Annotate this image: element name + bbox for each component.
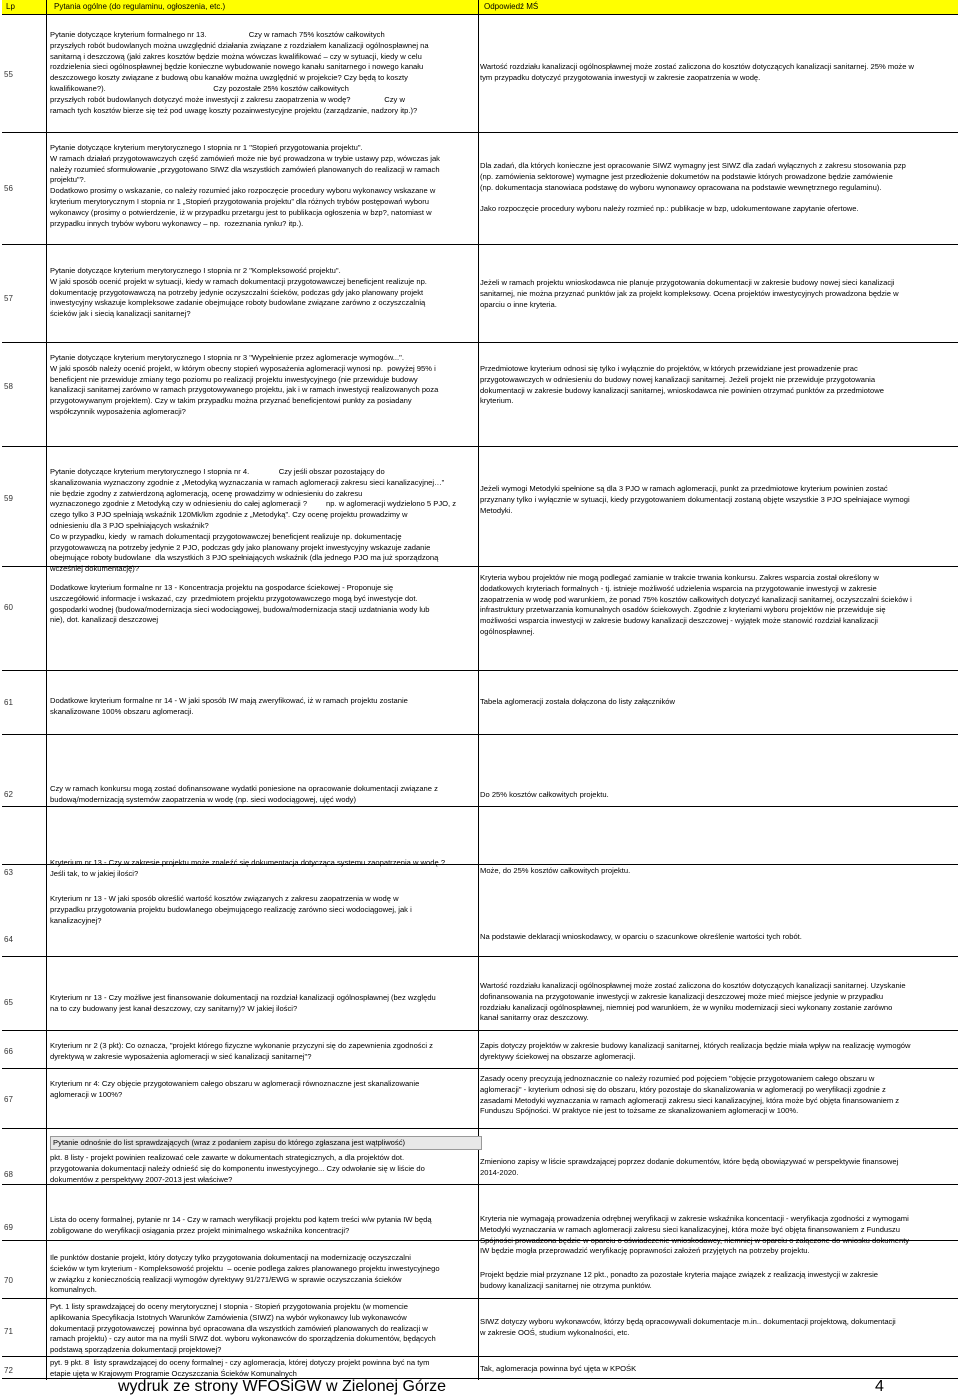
answer-text: Do 25% kosztów całkowitych projektu. [480, 790, 609, 799]
answer-text: Jeżeli w ramach projektu wnioskodawca nie planuje przygotowania dokumentacji w zakresie budowy nowej sieci kanalizacji sanitarnej, nie można przyznać punktów jak za projekt kompleksowy. Ocena projektów inwestycyjnych prowadzona będzie w oparciu o inne kryteria. [480, 278, 899, 309]
answer-text: Wartość rozdziału kanalizacji ogólnospławnej może zostać zaliczona do kosztów dotyczących kanalizacji sanitarnej. Uzyskanie dofinansowania na przygotowanie inwestycji w zakresie kanalizacji deszczowej może mieć miejsce jedynie w przypadku rozdziału kanalizacji ogólnospławnej, niemniej pod warunkiem, że w wyniku modernizacji sieci wykonany zostanie zarówno kanał sanitarny oraz deszczowy. [480, 981, 906, 1023]
question-text: Czy w ramach konkursu mogą zostać dofinansowane wydatki poniesione na opracowanie dokumentacji związane z budową/modernizacją systemów zaopatrzenia w wodę (np. sieci wodociągowej, ujęć wody) [50, 784, 438, 804]
answer-text: Jeżeli wymogi Metodyki spełnione są dla 3 PJO w ramach aglomeracji, punkt za przedmiotowe kryterium powinien zostać przyznany tylko i wyłącznie w sytuacji, kiedy przygotowaniem dokumentacji zostaną objęte wszystkie 3 PJO spełniajace wymogi Metodyki. [480, 484, 910, 515]
table-row [2, 806, 958, 865]
answer-text: Projekt będzie miał przyznane 12 pkt., ponadto za pozostałe kryteria mające związek z realizacją inwestycji w zakresie budowy kanalizacji sanitarnej nie otrzyma punktów. [480, 1270, 879, 1290]
answer-text: SIWZ dotyczy wyboru wykonawców, którzy będą opracowywali dokumentacje m.in.. dokumentacji projektową, dokumentacji w zakresie OOŚ, studium wykonalności, etc. [480, 1317, 896, 1337]
answer-text: Zapis dotyczy projektów w zakresie budowy kanalizacji sanitarnej, których realizacja będzie miała wpływ na realizację wymogów dyrektywy ściekowej na obszarze aglomeracji. [480, 1041, 911, 1061]
row-number: 66 [4, 1047, 13, 1056]
header-answer: Odpowiedź MŚ [484, 2, 539, 11]
question-text: Pytanie dotyczące kryterium merytorycznego I stopnia nr 2 "Kompleksowość projektu". W jaki sposób ocenić projekt w sytuacji, kiedy w ramach dokumentacji przygotowawczej beneficjent realizuje np. dokumentację przygotowawczą na potrzeby jedynie oczyszczalni ścieków, podczas gdy jako planowany projekt inwestycyjny wskazuje kompleksowe zadanie obejmujące roboty budowlane związane zarówno z oczyszczalnią ścieków jak i siecią kanalizacji sanitarnej? [50, 266, 427, 319]
answer-text: Tak, aglomeracja powinna być ujęta w KPOŚK [480, 1364, 637, 1373]
row-number: 57 [4, 294, 13, 303]
answer-text: Kryteria wybou projektów nie mogą podlegać zamianie w trakcie trwania konkursu. Zakres wsparcia został określony w dodatkowych kryteriach formalnych - tj. istnieje możliwość udzielenia wsparcia na przygotowanie inwestycji w zakresie zaopatrzenia w wodę pod warunkiem, że ponad 75% kosztów całkowitych dotyczyć kanalizacji sanitarnej, oczyszczalni ścieków i infrastruktury przetwarzania komunalnych osadów ściekowych. Zgodnie z kryteriami wyboru projektów nie przewiduje się możliwości wsparcia inwestycji w zakresie budowy kanalizacji deszczowej - wyjątek może stanowić rozdział kanalizacji ogólnospławnej. [480, 573, 912, 636]
section-title: Pytanie odnośnie do list sprawdzających (wraz z podaniem zapisu do którego zgłaszana jest wątpliwość) [50, 1136, 482, 1150]
answer-text: Przedmiotowe kryterium odnosi się tylko i wyłącznie do projektów, w których przewidziane jest prowadzenie prac przygotowawczych w odniesieniu do budowy nowej kanalizacji sanitarnej. Jeżeli projekt nie przewiduje przygotowania dokumentacji w zakresie budowy kanalizacji sanitarnej, wnioskodawca nie powinien otrzymać punktów za przedmiotowe kryterium. [480, 364, 884, 406]
row-number: 71 [4, 1327, 13, 1336]
row-number: 61 [4, 698, 13, 707]
row-number: 58 [4, 382, 13, 391]
question-text: Pytanie dotyczące kryterium merytorycznego I stopnia nr 3 "Wypełnienie przez aglomeracje wymogów...". W jaki sposób należy ocenić projekt, w którym obecny stopień wyposażenia aglomeracji wynosi np. powyżej 95% i beneficjent nie przewiduje zmiany tego poziomu po realizacji projektu inwestycyjnego (nie przewiduje budowy kanalizacji sanitarnej zarówno w ramach przygotowywanego projektu, jak i w ramach inwestycji realizowanych poza przygotowywanym projektem). Czy w takim przypadku można przyznać beneficjentowi punkty za posiadany współczynnik wyposażenia aglomeracji? [50, 353, 439, 416]
question-text: Pytanie dotyczące kryterium merytorycznego I stopnia nr 4. Czy jeśli obszar pozostający do skanalizowania wyznaczony zgodnie z „Metodyką wyznaczania w ramach aglomeracji zakresu sieci kanalizacyjnej…” nie będzie zgodny z zatwierdzoną aglomeracją, ocenę prowadzimy w odniesieniu do zakresu wyznaczonego zgodnie z Metodyką czy w odniesieniu do całej aglomeracji ? np. w aglomeracji wydzielono 5 PJO, z czego tylko 3 PJO spełniają wskaźnik 120Mk/km zgodnie z „Metodyką”. Czy ocenę projektu prowadzimy w odniesieniu dla 3 PJO spełniających wskaźnik? Co w przypadku, kiedy w ramach dokumentacji przygotowawczej beneficjent realizuje np. dokumentację przygotowawczą na potrzeby jedynie 2 PJO, podczas gdy jako planowany projekt inwestycyjny wskazuje zadanie obejmujące roboty budowlane dla wszystkich 3 PJO spełniających wskaźnik (dla jednego PJO ma już sporządzoną wcześniej dokumentację)? [50, 467, 457, 574]
row-number: 56 [4, 184, 13, 193]
header-lp: Lp [6, 2, 15, 11]
question-text: Dodatkowe kryterium formalne nr 13 - Koncentracja projektu na gospodarce ściekowej - Proponuje się uszczegółowić informacje i wskazać, czy przedmiotem projektu przygotowawczego mogą być inwestycje dot. gospodarki wodnej (budowa/modernizacja sieci wodociągowej, budowa/modernizacja stacji uzdatniania wody lub nie), dot. kanalizacji deszczowej [50, 583, 430, 625]
answer-text: Zmieniono zapisy w liście sprawdzającej poprzez dodanie dokumentów, które będą obowiązywać w perspektywie finansowej 2014-2020. [480, 1157, 899, 1177]
row-number: 62 [4, 790, 13, 799]
row-number: 64 [4, 935, 13, 944]
answer-text: Dla zadań, dla których konieczne jest opracowanie SIWZ wymagny jest SIWZ dla zadań wyłącznych z zakresu stosowania pzp (np. zamówienia sektorowe) wymagne jest przedłożenie dokumetów na podstawie których prowadzone będzie zamówienie (np. dokumentacja stanowiaca podstawę do wyboru wynonawcy opracowana na podstawie wewnętrznego regulaminu). Jako rozpoczęcie procedury wyboru należy rozmieć np.: publikacje w bzp, udokumentowane zapytanie ofertowe. [480, 161, 906, 214]
question-text: Ile punktów dostanie projekt, który dotyczy tylko przygotowania dokumentacji na modernizację oczyszczalni ścieków w tym kryterium - Kompleksowość projektu – ocenie podlega zakres planowanego projektu inwestycyjnego w związku z koniecznością realizacji wymogów dyrektywy 91/271/EWG w sprawie oczyszczania ścieków komunalnych. [50, 1253, 440, 1295]
row-number: 69 [4, 1223, 13, 1232]
question-text: Pytanie dotyczące kryterium formalnego nr 13. Czy w ramach 75% kosztów całkowitych przyszłych robót budowlanych można uwzględnić działania związane z rozdziałem kanalizacji ogólnospławnej na sanitarną i deszczową (jaki zakres kosztów będzie można wówczas kwalifikować – czy w sytuacji, kiedy w celu rozdzielenia sieci ogólnospławnej będzie konieczne wybudowanie nowego kanału sanitarnego i nowego kanału deszczowego koszty związane z budową obu kanałów można uwzględnić w projekcie? Czy będą to koszty kwalifikowane?). Czy pozostałe 25% kosztów całkowitych przyszłych robót budowlanych dotyczyć może inwestycji z zakresu zaopatrzenia w wodę? Czy w ramach tych kosztów bierze się też pod uwagę koszty pozainwestycyjne projektu (zarządzanie, nadzory itp.)? [50, 30, 429, 115]
question-text: Pytanie dotyczące kryterium merytorycznego I stopnia nr 1 "Stopień przygotowania projektu". W ramach działań przygotowawczych część zamówień może nie być prowadzona w trybie ustawy pzp, wówczas jak należy rozumieć sformułowanie „przygotowano SIWZ dla wszystkich zamówień planowanych do realizacji w ramach projektu”?. Dodatkowo prosimy o wskazanie, co należy rozumieć jako rozpoczęcie procedury wyboru wykonawcy wskazane w kryterium merytorycznym I stopnia nr 1 „Stopień przygotowania projektu” dla różnych trybów postępowań wyboru wykonawcy (prosimy o potwierdzenie, iż w przypadku przetargu jest to publikacja ogłoszenia w bzp?, natomiast w przypadku innych trybów wyboru wykonawcy – np. rozeznania rynku? itp.). [50, 143, 440, 228]
row-number: 59 [4, 494, 13, 503]
row-number: 68 [4, 1170, 13, 1179]
row-number: 65 [4, 998, 13, 1007]
answer-text: Na podstawie deklaracji wnioskodawcy, w oparciu o szacunkowe określenie wartości tych robót. [480, 932, 802, 941]
question-text: pyt. 9 pkt. 8 listy sprawdzającej do oceny formalnej - czy aglomeracja, której dotyczy projekt powinna być na tym etapie ujęta w Krajowym Programie Oczyszczania Ścieków Komunalnych [50, 1358, 430, 1378]
question-text: Kryterium nr 2 (3 pkt): Co oznacza, "projekt którego fizyczne wykonanie przyczyni się do zapewnienia zgodności z dyrektywą w zakresie wyposażenia aglomeracji w sieć kanalizacji sanitarnej"? [50, 1041, 433, 1061]
row-number: 55 [4, 70, 13, 79]
answer-text: Może, do 25% kosztów całkowitych projektu. [480, 866, 631, 875]
question-text: Kryterium nr 4: Czy objęcie przygotowaniem całego obszaru w aglomeracji równoznaczne jest skanalizowanie aglomeracji w 100%? [50, 1079, 420, 1099]
table-header [2, 0, 958, 15]
question-text: Dodatkowe kryterium formalne nr 14 - W jaki sposób IW mają zweryfikować, iż w ramach projektu zostanie skanalizowane 100% obszaru aglomeracji. [50, 696, 408, 716]
row-number: 60 [4, 603, 13, 612]
question-text: Kryterium nr 13 - Czy w zakresie projektu może znaleźć się dokumentacja dotycząca systemu zaopatrzenia w wodę ? Jeśli tak, to w jakiej ilości? [50, 858, 446, 878]
question-text: pkt. 8 listy - projekt powinien realizować cele zawarte w dokumentach strategicznych, a dla projektów dot. przygotowania dokumentacji należy odnieść się do komponentu inwestycyjnego... Czy odwołanie się w liście do dokumentów z perspektywy 2007-2013 jest właściwe? [50, 1153, 425, 1184]
answer-text: Wartość rozdziału kanalizacji ogólnospławnej może zostać zaliczona do kosztów dotyczących kanalizacji sanitarnej. 25% może w tym przypadku dotyczyć przygotowania inwestycji w zakresie zaopatrzenia w wodę. [480, 62, 915, 82]
header-question: Pytania ogólne (do regulaminu, ogłoszenia, etc.) [54, 2, 226, 11]
question-text: Kryterium nr 13 - W jaki sposób określić wartość kosztów związanych z zakresu zaopatrzenia w wodę w przypadku przygotowania projektu budowlanego obejmującego realizację zarówno sieci wodociągowej, jak i kanalizacyjnej? [50, 894, 412, 925]
answer-text: Zasady oceny precyzują jednoznacznie co należy rozumieć pod pojęciem "objęcie przygotowaniem całego obszaru w aglomeracji" - kryterium odnosi się do obszaru, który pozostaje do skanalizowania w aglomeracji po weryfikacji zgodnie z zasadami Metodyki wyznaczania w ramach aglomeracji zakresu sieci kanalizacyjnej, która może być objęta finansowaniem z Funduszu Spójności. W praktyce nie jest to tożsame ze skanalizowaniem aglomeracji w 100%. [480, 1074, 900, 1116]
row-number: 70 [4, 1276, 13, 1285]
page-number: 4 [875, 1378, 884, 1395]
answer-text: Kryteria nie wymagają prowadzenia odrębnej weryfikacji w zakresie wskaźnika koncentacji - weryfikacja zgodności z wymogami Metodyki wyznaczania w ramach aglomeracji zakresu sieci kanalizacyjnej, która może być objęta finansowaniem z Funduszu Spójności prowadzona będzie w oparciu o oświadczenie wnioskodawcy, niemniej w oparciu o załączone do wniosku dokumenty IW będzie mogła przeprowadzić weryfikację poprawności założeń przyjętych na potrzeby projektu. [480, 1214, 910, 1256]
question-text: Lista do oceny formalnej, pytanie nr 14 - Czy w ramach weryfikacji projektu pod kątem treści w/w pytania IW będą zobligowane do weryfikacji osiągania przez projekt minimalnego wskaźnika koncentracji? [50, 1215, 432, 1235]
question-text: Kryterium nr 13 - Czy możliwe jest finansowanie dokumentacji na rozdział kanalizacji ogólnospławnej (bez względu na to czy budowany jest kanał deszczowy, czy sanitarny)? W jakiej ilości? [50, 993, 436, 1013]
row-number: 63 [4, 868, 13, 877]
question-text: Pyt. 1 listy sprawdzającej do oceny merytorycznej I stopnia - Stopień przygotowania projektu (w momencie aplikowania Specyfikacja Istotnych Warunków Zamówienia (SIWZ) na wybór wykonawcy lub wykonawców dokumentacji przygotowawczej powinna być opracowana dla wszystkich zamówień planowanych do realizacji w ramach projektu) - czy autor ma na myśli SIWZ dot. wyboru wykonawców do sporządzenia dokumentów, będących podstawą sporządzenia dokumentacji projektowej? [50, 1302, 436, 1355]
row-number: 67 [4, 1095, 13, 1104]
row-number: 72 [4, 1366, 13, 1375]
footer-text: wydruk ze strony WFOŚiGW w Zielonej Górze [118, 1378, 447, 1395]
answer-text: Tabela aglomeracji została dołączona do listy załączników [480, 697, 676, 706]
